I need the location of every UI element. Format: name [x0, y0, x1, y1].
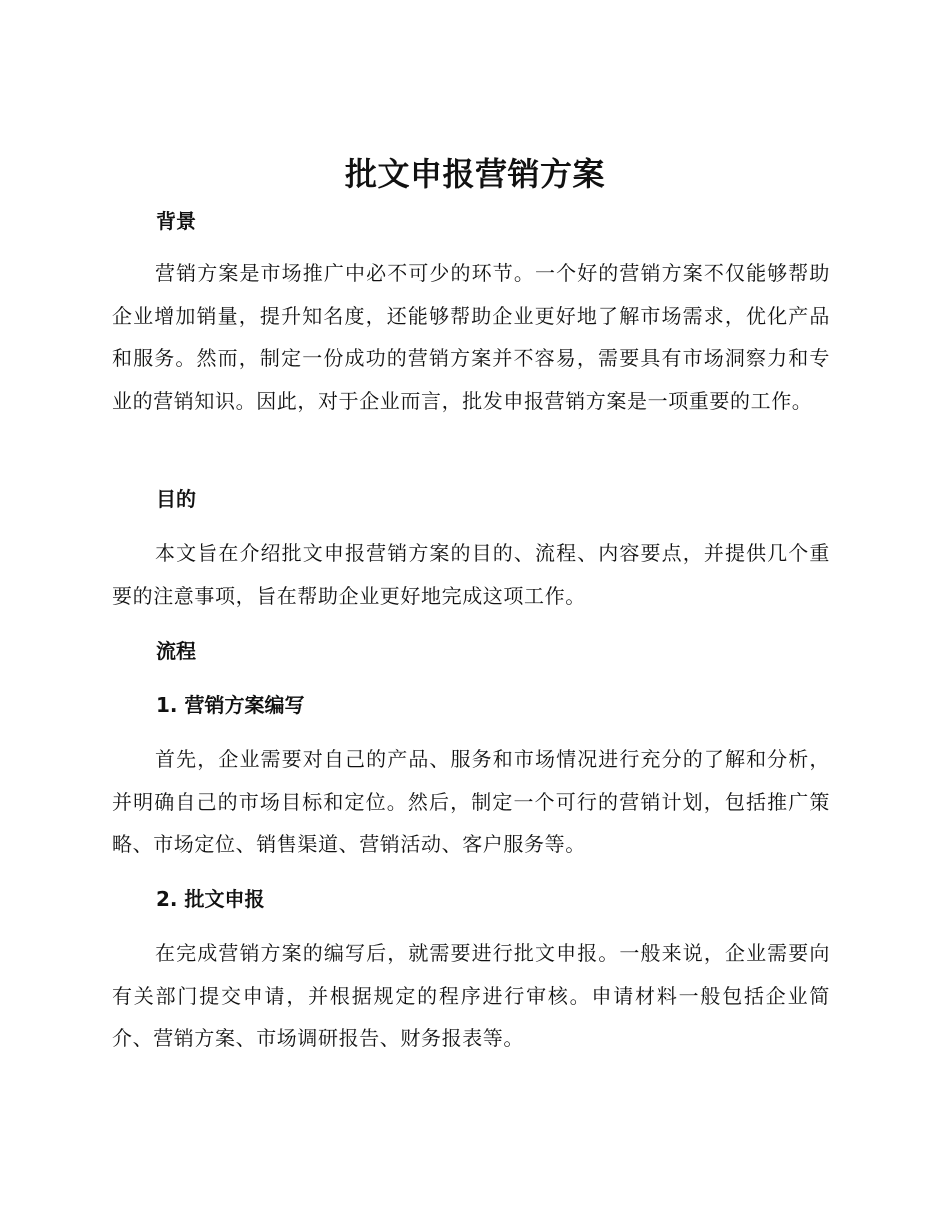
- paragraph-purpose: 本文旨在介绍批文申报营销方案的目的、流程、内容要点，并提供几个重要的注意事项，旨在帮助企业更好地完成这项工作。: [112, 541, 830, 608]
- section-heading-process: 流程: [156, 639, 196, 663]
- section-heading-background: 背景: [156, 209, 196, 233]
- paragraph-step-1: 首先，企业需要对自己的产品、服务和市场情况进行充分的了解和分析，并明确自己的市场目标和定位。然后，制定一个可行的营销计划，包括推广策略、市场定位、销售渠道、营销活动、客户服务等。: [112, 747, 830, 856]
- subheading-step-2: 2. 批文申报: [156, 887, 265, 911]
- paragraph-step-2: 在完成营销方案的编写后，就需要进行批文申报。一般来说，企业需要向有关部门提交申请，并根据规定的程序进行审核。申请材料一般包括企业简介、营销方案、市场调研报告、财务报表等。: [112, 941, 830, 1050]
- paragraph-background: 营销方案是市场推广中必不可少的环节。一个好的营销方案不仅能够帮助企业增加销量，提升知名度，还能够帮助企业更好地了解市场需求，优化产品和服务。然而，制定一份成功的营销方案并不容易，需要具有市场洞察力和专业的营销知识。因此，对于企业而言，批发申报营销方案是一项重要的工作。: [112, 261, 830, 413]
- page-title: 批文申报营销方案: [344, 155, 605, 193]
- section-heading-purpose: 目的: [156, 487, 196, 511]
- subheading-step-1: 1. 营销方案编写: [156, 693, 305, 717]
